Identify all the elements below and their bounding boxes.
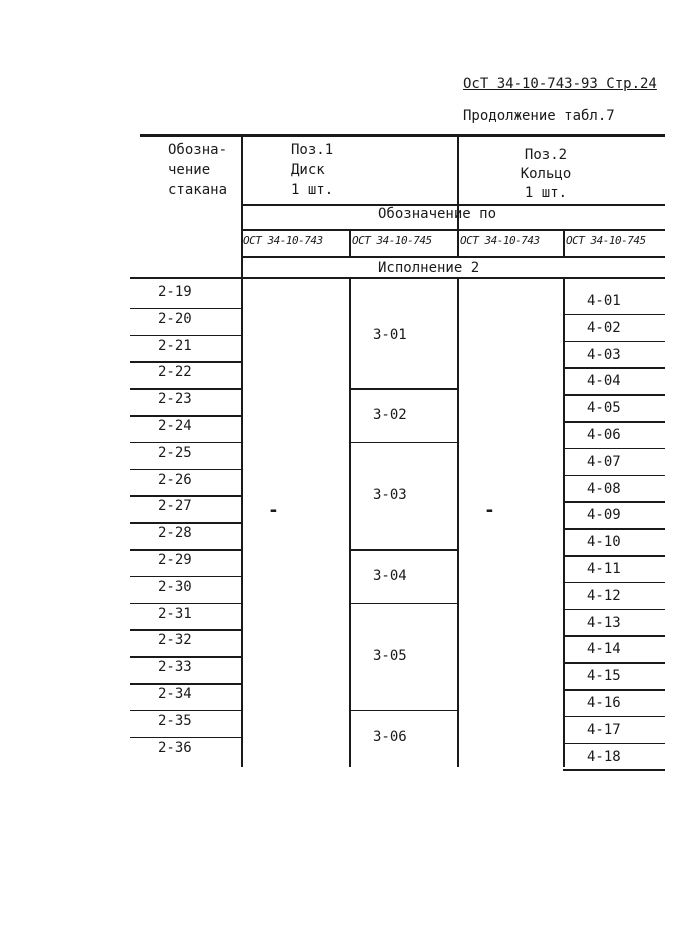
row-separator xyxy=(130,549,241,551)
row-separator xyxy=(130,308,241,310)
pos2-row-separator xyxy=(563,421,665,423)
pos2-745-cell: 4-07 xyxy=(587,453,621,470)
std-divider-3 xyxy=(563,229,565,256)
pos2-745-cell: 4-12 xyxy=(587,587,621,604)
pos2-row-separator xyxy=(563,743,665,745)
body-divider-743-2 xyxy=(457,277,459,767)
header-line-4 xyxy=(130,277,665,279)
designation-by-label: Обозначение по xyxy=(378,206,497,222)
pos1-header: Поз.1 Диск 1 шт. xyxy=(291,142,334,198)
pos2-745-cell: 4-16 xyxy=(587,695,621,711)
row-designation: 2-22 xyxy=(158,364,192,381)
continuation-label: Продолжение табл.7 xyxy=(463,108,615,124)
row-separator xyxy=(130,603,241,605)
pos2-745-cell: 4-06 xyxy=(587,427,621,443)
header-line-2 xyxy=(241,229,665,231)
pos2-745-cell: 4-01 xyxy=(587,293,621,309)
execution-label: Исполнение 2 xyxy=(378,260,480,276)
row-designation: 2-26 xyxy=(158,471,192,488)
pos2-row-separator xyxy=(563,582,665,584)
group-separator xyxy=(349,442,457,444)
row-separator xyxy=(130,388,241,390)
pos2-row-separator xyxy=(563,314,665,316)
std-label-3: ОСТ 34-10-743 xyxy=(460,234,540,247)
pos2-745-cell: 4-13 xyxy=(587,614,621,631)
pos2-row-separator xyxy=(563,635,665,637)
row-designation: 2-24 xyxy=(158,418,192,434)
std-divider-1 xyxy=(349,229,351,256)
pos2-row-separator xyxy=(563,341,665,343)
pos2-745-cell: 4-14 xyxy=(587,641,621,658)
pos1-745-group-cell: 3-06 xyxy=(373,728,407,745)
group-separator xyxy=(349,549,457,551)
row-separator xyxy=(130,415,241,417)
row-designation: 2-23 xyxy=(158,391,192,408)
pos2-row-separator xyxy=(563,394,665,396)
header-divider-1 xyxy=(241,136,243,767)
page-header: ОсТ 34-10-743-93 Стр.24 xyxy=(463,76,657,92)
row-separator xyxy=(130,683,241,685)
row-separator xyxy=(130,522,241,524)
pos1-745-group-cell: 3-02 xyxy=(373,407,407,423)
row-separator xyxy=(130,737,241,739)
pos1-745-group-cell: 3-01 xyxy=(373,326,407,343)
pos2-row-separator xyxy=(563,555,665,557)
pos1-745-group-cell: 3-04 xyxy=(373,567,407,584)
pos2-745-cell: 4-18 xyxy=(587,748,621,765)
pos2-row-separator xyxy=(563,689,665,691)
pos1-743-dash: - xyxy=(268,500,279,521)
row-separator xyxy=(130,710,241,712)
row-designation: 2-30 xyxy=(158,578,192,595)
row-designation: 2-25 xyxy=(158,444,192,461)
pos2-row-separator xyxy=(563,662,665,664)
std-label-2: ОСТ 34-10-745 xyxy=(352,234,432,247)
row-designation: 2-32 xyxy=(158,632,192,649)
pos2-745-cell: 4-17 xyxy=(587,721,621,738)
row-separator xyxy=(130,469,241,471)
pos1-745-group-cell: 3-05 xyxy=(373,648,407,665)
pos2-745-cell: 4-02 xyxy=(587,319,621,336)
row-separator xyxy=(130,576,241,578)
row-designation: 2-29 xyxy=(158,552,192,568)
group-separator xyxy=(349,388,457,390)
row-designation: 2-27 xyxy=(158,498,192,515)
row-designation: 2-20 xyxy=(158,310,192,327)
pos1-745-group-cell: 3-03 xyxy=(373,487,407,504)
pos2-row-separator xyxy=(563,716,665,718)
row-separator xyxy=(130,656,241,658)
pos2-745-cell: 4-03 xyxy=(587,346,621,363)
pos2-header: Поз.2 Кольцо 1 шт. xyxy=(520,147,572,201)
pos2-745-cell: 4-11 xyxy=(587,561,621,577)
row-separator xyxy=(130,495,241,497)
std-label-1: ОСТ 34-10-743 xyxy=(243,234,323,247)
row-designation: 2-28 xyxy=(158,525,192,542)
pos2-row-separator xyxy=(563,609,665,611)
pos2-row-separator xyxy=(563,367,665,369)
pos2-row-separator xyxy=(563,528,665,530)
header-line-3 xyxy=(241,256,665,258)
pos2-745-cell: 4-15 xyxy=(587,668,621,685)
pos2-745-cell: 4-09 xyxy=(587,507,621,524)
group-separator xyxy=(349,603,457,605)
row-designation: 2-36 xyxy=(158,739,192,756)
row-designation: 2-21 xyxy=(158,337,192,354)
pos2-row-separator xyxy=(563,769,665,771)
row-designation: 2-33 xyxy=(158,659,192,676)
pos2-745-cell: 4-10 xyxy=(587,534,621,551)
row-designation: 2-19 xyxy=(158,284,192,300)
row-separator xyxy=(130,442,241,444)
pos2-row-separator xyxy=(563,475,665,477)
row-separator xyxy=(130,361,241,363)
row-separator xyxy=(130,335,241,337)
table-top-border xyxy=(140,134,665,137)
row-designation: 2-34 xyxy=(158,686,192,702)
pos2-745-cell: 4-05 xyxy=(587,400,621,417)
row-separator xyxy=(130,629,241,631)
pos2-745-cell: 4-08 xyxy=(587,480,621,497)
pos2-row-separator xyxy=(563,501,665,503)
body-divider-745-1 xyxy=(349,277,351,767)
pos2-745-cell: 4-04 xyxy=(587,373,621,390)
designation-header: Обозна- чение стакана xyxy=(168,142,228,198)
body-divider-745-2 xyxy=(563,277,565,767)
row-designation: 2-35 xyxy=(158,712,192,729)
header-divider-2 xyxy=(457,136,459,256)
pos2-row-separator xyxy=(563,448,665,450)
row-designation: 2-31 xyxy=(158,605,192,622)
std-label-4: ОСТ 34-10-745 xyxy=(566,234,646,247)
pos2-743-dash: - xyxy=(484,500,495,521)
group-separator xyxy=(349,710,457,712)
